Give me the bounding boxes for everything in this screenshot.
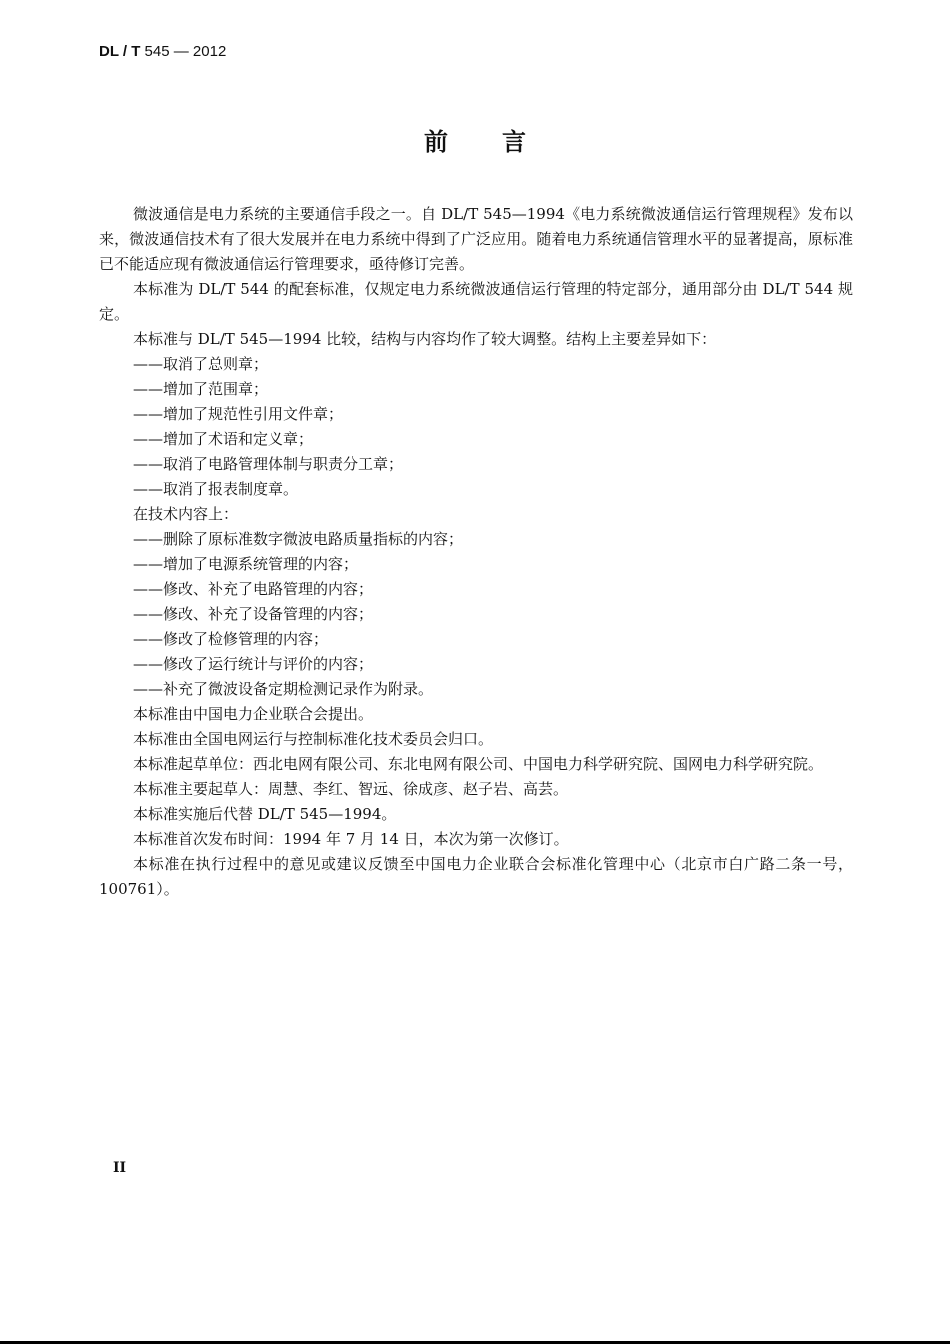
structure-item: ——取消了总则章；	[133, 355, 269, 373]
page-number: II	[113, 1160, 127, 1176]
structure-item: ——取消了电路管理体制与职责分工章；	[133, 455, 404, 473]
structure-item: ——取消了报表制度章。	[133, 480, 299, 498]
closing-release: 本标准首次发布时间：1994 年 7 月 14 日，本次为第一次修订。	[133, 830, 569, 848]
closing-replacement: 本标准实施后代替 DL/T 545—1994。	[133, 805, 397, 823]
document-code	[99, 43, 226, 60]
tech-item: ——删除了原标准数字微波电路质量指标的内容；	[133, 530, 464, 548]
document-code-number: 545 — 2012	[140, 43, 227, 60]
page-title: 前言	[424, 127, 580, 156]
tech-intro: 在技术内容上：	[133, 505, 239, 523]
closing-feedback: 本标准在执行过程中的意见或建议反馈至中国电力企业联合会标准化管理中心（北京市白广路二条一号，100761）。	[99, 855, 853, 898]
closing-committee: 本标准由全国电网运行与控制标准化技术委员会归口。	[133, 730, 494, 748]
tech-item: ——修改了运行统计与评价的内容；	[133, 655, 374, 673]
document-code-prefix: DL / T	[99, 43, 141, 60]
closing-drafting-units: 本标准起草单位：西北电网有限公司、东北电网有限公司、中国电力科学研究院、国网电力科学研究院。	[133, 755, 824, 773]
paragraph-intro: 微波通信是电力系统的主要通信手段之一。自 DL/T 545—1994《电力系统微波通信运行管理规程》发布以来，微波通信技术有了很大发展并在电力系统中得到了广泛应用。随着电力系统通信管理水平的显著提高，原标准已不能适应现有微波通信运行管理要求，亟待修订完善。	[99, 205, 853, 273]
tech-item: ——修改了检修管理的内容；	[133, 630, 329, 648]
structure-item: ——增加了范围章；	[133, 380, 269, 398]
paragraph-scope: 本标准为 DL/T 544 的配套标准，仅规定电力系统微波通信运行管理的特定部分，通用部分由 DL/T 544 规定。	[99, 280, 853, 323]
structure-item: ——增加了规范性引用文件章；	[133, 405, 344, 423]
structure-item: ——增加了术语和定义章；	[133, 430, 314, 448]
tech-item: ——修改、补充了电路管理的内容；	[133, 580, 374, 598]
paragraph-comparison: 本标准与 DL/T 545—1994 比较，结构与内容均作了较大调整。结构上主要差异如下：	[133, 330, 717, 348]
tech-item: ——补充了微波设备定期检测记录作为附录。	[133, 680, 434, 698]
tech-item: ——增加了电源系统管理的内容；	[133, 555, 359, 573]
foreword-body	[99, 202, 853, 902]
closing-drafters: 本标准主要起草人：周慧、李红、智远、徐成彦、赵子岩、高芸。	[133, 780, 569, 798]
tech-item: ——修改、补充了设备管理的内容；	[133, 605, 374, 623]
closing-proposer: 本标准由中国电力企业联合会提出。	[133, 705, 374, 723]
